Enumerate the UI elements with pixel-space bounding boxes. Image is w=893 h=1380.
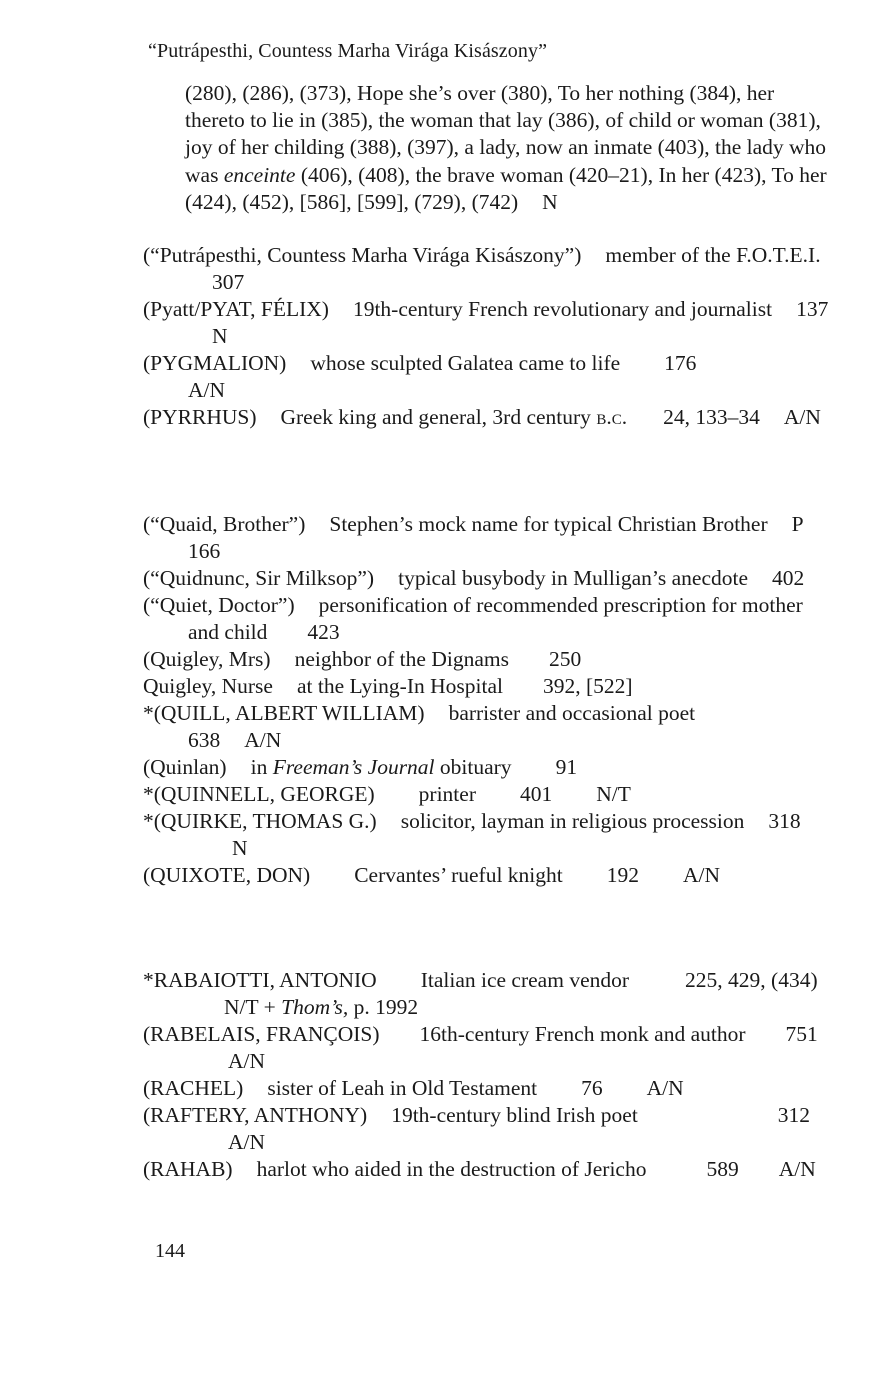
entry-tag: N: [212, 324, 228, 348]
entry-tag: A/N: [228, 1049, 266, 1073]
index-entry: [143, 592, 833, 646]
section-q: [143, 511, 833, 889]
continuation-text-end: (406), (408), the brave woman (420–21), In her (423), To her (424), (452), [586], [599], (729), (742): [185, 162, 827, 214]
entry-desc-post: obituary: [434, 755, 512, 779]
entry-tag: A/N: [778, 1157, 816, 1181]
entry-refs: 225, 429, (434): [685, 968, 818, 992]
entry-name: *(QUILL, ALBERT WILLIAM): [143, 701, 425, 725]
entry-refs: 137: [796, 297, 829, 321]
entry-tag: N/T: [596, 782, 631, 806]
index-entry: [143, 296, 833, 350]
index-entry: [143, 646, 833, 673]
entry-refs: 192: [606, 863, 640, 887]
entry-name: *(QUIRKE, THOMAS G.): [143, 809, 377, 833]
entry-tag-italic: Thom’s,: [281, 995, 349, 1019]
entry-refs: P 166: [188, 512, 803, 563]
entry-desc: barrister and occasional poet: [448, 701, 696, 725]
entry-tag: N: [232, 836, 248, 860]
index-entry: [143, 1075, 833, 1102]
entry-tag: N: [542, 189, 558, 214]
entry-refs: 751: [785, 1022, 818, 1046]
entry-refs: 307: [212, 270, 245, 294]
entry-refs: 176: [664, 351, 697, 375]
index-entry: [143, 1021, 833, 1075]
entry-tag: A/N: [683, 863, 721, 887]
entry-refs: 318: [768, 809, 801, 833]
continuation-entry: [185, 80, 835, 216]
entry-name: (Quigley, Mrs): [143, 647, 271, 671]
section-r: [143, 967, 833, 1183]
entry-refs: 423: [307, 620, 340, 644]
entry-name: (RABELAIS, FRANÇOIS): [143, 1022, 380, 1046]
entry-desc: harlot who aided in the destruction of Jericho: [256, 1157, 647, 1181]
entry-name: *RABAIOTTI, ANTONIO: [143, 968, 377, 992]
entry-refs: 392, [522]: [542, 674, 633, 698]
entry-desc: member of the F.O.T.E.I.: [605, 243, 821, 267]
entry-refs: 638: [188, 728, 221, 752]
entry-era: b.c.: [596, 405, 628, 429]
entry-tag: A/N: [783, 405, 821, 429]
entry-refs: 91: [555, 755, 578, 779]
entry-desc: personification of recommended prescription for mother and child: [188, 593, 803, 644]
entry-desc: Stephen’s mock name for typical Christian Brother: [329, 512, 768, 536]
entry-desc: printer: [418, 782, 476, 806]
index-entry: [143, 754, 833, 781]
entry-tag: A/N: [646, 1076, 684, 1100]
index-entry: [143, 700, 833, 754]
entry-name: (RAHAB): [143, 1157, 233, 1181]
continuation-text: (280), (286), (373), Hope she’s over (380), To her nothing (384), her thereto to lie in (385), the woman that lay (386), of child or woman (381), joy of her childing (388), (397), a lady, now an inmate (403), the lady who was: [185, 81, 827, 187]
index-entry: [143, 1156, 833, 1183]
entry-name: *(QUINNELL, GEORGE): [143, 782, 375, 806]
entry-name: (“Quaid, Brother”): [143, 512, 306, 536]
index-entry: [143, 673, 833, 700]
index-entry: [143, 404, 833, 431]
entry-desc: 19th-century French revolutionary and journalist: [352, 297, 773, 321]
entry-name: (“Putrápesthi, Countess Marha Virága Kisászony”): [143, 243, 582, 267]
entry-desc: solicitor, layman in religious procession: [400, 809, 745, 833]
entry-desc-pre: in: [250, 755, 273, 779]
index-entry: [143, 350, 833, 404]
section-p: [143, 242, 833, 431]
entry-desc: 16th-century French monk and author: [419, 1022, 746, 1046]
entry-name: (PYRRHUS): [143, 405, 257, 429]
index-entry: [143, 781, 833, 808]
index-entry: [143, 967, 833, 1021]
entry-desc: sister of Leah in Old Testament: [267, 1076, 538, 1100]
entry-tag: A/N: [244, 728, 282, 752]
entry-name: (RACHEL): [143, 1076, 244, 1100]
entry-refs: 76: [581, 1076, 603, 1100]
entry-name: (“Quidnunc, Sir Milksop”): [143, 566, 375, 590]
entry-name: (Quinlan): [143, 755, 227, 779]
italic-term: enceinte: [223, 162, 296, 187]
entry-desc: 19th-century blind Irish poet: [391, 1103, 638, 1127]
entry-refs: 401: [519, 782, 553, 806]
entry-desc: Cervantes’ rueful knight: [354, 863, 563, 887]
index-entry: [143, 511, 833, 565]
index-entry: [143, 808, 833, 862]
entry-desc: Italian ice cream vendor: [420, 968, 630, 992]
entry-desc-italic: Freeman’s Journal: [272, 755, 435, 779]
page-number: 144: [155, 1240, 185, 1262]
entry-desc: whose sculpted Galatea came to life: [310, 351, 621, 375]
entry-tag-post: p. 1992: [348, 995, 419, 1019]
entry-name: Quigley, Nurse: [143, 674, 273, 698]
entry-tag-pre: N/T +: [224, 995, 282, 1019]
entry-desc: neighbor of the Dignams: [294, 647, 509, 671]
entry-name: (RAFTERY, ANTHONY): [143, 1103, 368, 1127]
index-entry: [143, 565, 833, 592]
index-entry: [143, 862, 833, 889]
entry-refs: 402: [772, 566, 805, 590]
entry-desc: typical busybody in Mulligan’s anecdote: [398, 566, 749, 590]
entry-name: (PYGMALION): [143, 351, 287, 375]
entry-refs: 24, 133–34: [663, 405, 760, 429]
entry-name: (Pyatt/PYAT, FÉLIX): [143, 297, 329, 321]
entry-tag: A/N: [228, 1130, 266, 1154]
entry-name: (QUIXOTE, DON): [143, 863, 311, 887]
entry-desc: Greek king and general, 3rd century: [280, 405, 591, 429]
entry-refs: 250: [548, 647, 582, 671]
entry-desc: at the Lying-In Hospital: [296, 674, 503, 698]
running-head: “Putrápesthi, Countess Marha Virága Kisászony”: [148, 40, 548, 62]
index-entry: [143, 1102, 833, 1156]
entry-name: (“Quiet, Doctor”): [143, 593, 295, 617]
entry-refs: 312: [777, 1103, 811, 1127]
entry-refs: 589: [706, 1157, 739, 1181]
index-entry: [143, 242, 833, 296]
entry-tag: A/N: [188, 378, 226, 402]
